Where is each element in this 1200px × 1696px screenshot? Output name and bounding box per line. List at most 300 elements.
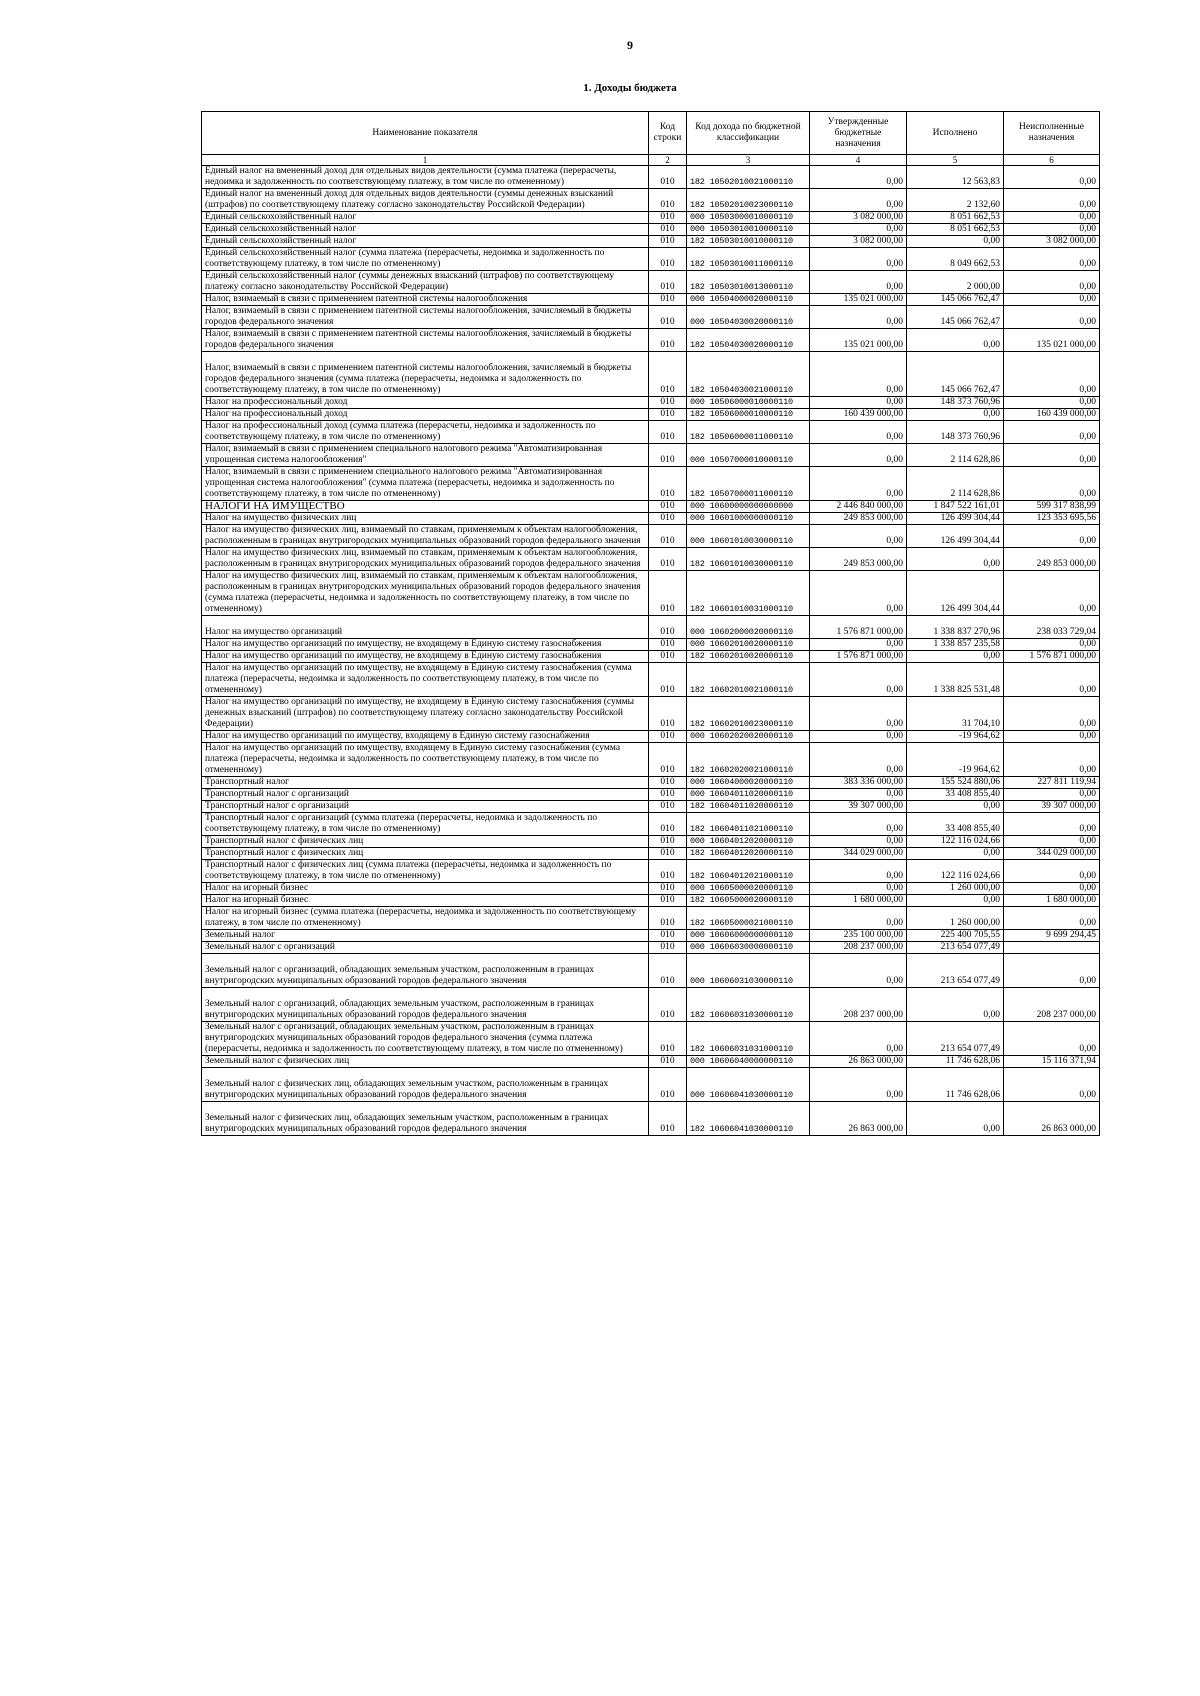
cell-kbk: 182 10503010011000110 xyxy=(687,248,810,271)
table-row xyxy=(202,352,1100,397)
cell-name: Налог на имущество физических лиц, взимаемый по ставкам, применяемым к объектам налогообложения, расположенным в границах внутригородских муниципальных образований городов федерального значения xyxy=(202,548,649,571)
table-row xyxy=(202,697,1100,731)
cell-executed: 12 563,83 xyxy=(907,166,1004,189)
cell-unexecuted: 208 237 000,00 xyxy=(1004,988,1100,1022)
table-row xyxy=(202,501,1100,513)
cell-kbk: 000 10602010020000110 xyxy=(687,639,810,651)
cell-approved: 0,00 xyxy=(810,444,907,467)
cell-code: 010 xyxy=(649,409,687,421)
cell-code: 010 xyxy=(649,1022,687,1056)
cell-kbk: 182 10605000020000110 xyxy=(687,895,810,907)
cell-name: Налог, взимаемый в связи с применением специального налогового режима "Автоматизированная упрощенная система налогообложения" xyxy=(202,444,649,467)
cell-code: 010 xyxy=(649,548,687,571)
cell-kbk: 000 10504030020000110 xyxy=(687,306,810,329)
cell-approved: 0,00 xyxy=(810,663,907,697)
cell-executed: 2 132,60 xyxy=(907,189,1004,212)
cell-executed: 11 746 628,06 xyxy=(907,1056,1004,1068)
table-row xyxy=(202,860,1100,883)
cell-unexecuted xyxy=(1004,942,1100,954)
cell-kbk: 182 10506000011000110 xyxy=(687,421,810,444)
table-row xyxy=(202,1022,1100,1056)
cell-name: Транспортный налог с физических лиц (сумма платежа (перерасчеты, недоимка и задолженность по соответствующему платежу, в том числе по отмененному) xyxy=(202,860,649,883)
table-row xyxy=(202,639,1100,651)
cell-name: Налог, взимаемый в связи с применением патентной системы налогообложения, зачисляемый в бюджеты городов федерального значения (сумма платежа (перерасчеты, недоимка и задолженность по соответствующему платежу, в том числе по отмененному) xyxy=(202,352,649,397)
cell-name: Единый сельскохозяйственный налог (суммы денежных взысканий (штрафов) по соответствующему платежу согласно законодательству Российской Федерации) xyxy=(202,271,649,294)
cell-code: 010 xyxy=(649,813,687,836)
cell-name: Единый налог на вмененный доход для отдельных видов деятельности (суммы денежных взысканий (штрафов) по соответствующему платежу согласно законодательству Российской Федерации) xyxy=(202,189,649,212)
cell-executed: -19 964,62 xyxy=(907,743,1004,777)
cell-kbk: 000 10602020020000110 xyxy=(687,731,810,743)
cell-code: 010 xyxy=(649,801,687,813)
cell-unexecuted: 0,00 xyxy=(1004,743,1100,777)
cell-name: Единый сельскохозяйственный налог xyxy=(202,236,649,248)
table-row xyxy=(202,571,1100,616)
cell-unexecuted: 0,00 xyxy=(1004,907,1100,930)
cell-approved: 1 576 871 000,00 xyxy=(810,616,907,639)
cell-approved: 0,00 xyxy=(810,306,907,329)
cell-executed: 8 051 662,53 xyxy=(907,224,1004,236)
cell-kbk: 000 10604000020000110 xyxy=(687,777,810,789)
table-row xyxy=(202,329,1100,352)
table-row xyxy=(202,189,1100,212)
cell-unexecuted: 0,00 xyxy=(1004,294,1100,306)
cell-approved: 0,00 xyxy=(810,271,907,294)
cell-approved: 26 863 000,00 xyxy=(810,1056,907,1068)
cell-name: Налог, взимаемый в связи с применением патентной системы налогообложения, зачисляемый в бюджеты городов федерального значения xyxy=(202,329,649,352)
cell-executed: 148 373 760,96 xyxy=(907,397,1004,409)
table-body xyxy=(202,166,1100,1136)
cell-name: Налог на профессиональный доход xyxy=(202,397,649,409)
cell-name: Транспортный налог с организаций xyxy=(202,789,649,801)
cell-code: 010 xyxy=(649,306,687,329)
cell-executed: 122 116 024,66 xyxy=(907,860,1004,883)
cell-unexecuted: 0,00 xyxy=(1004,813,1100,836)
cell-name: Транспортный налог xyxy=(202,777,649,789)
cell-unexecuted: 0,00 xyxy=(1004,421,1100,444)
cell-kbk: 182 10504030021000110 xyxy=(687,352,810,397)
cell-code: 010 xyxy=(649,930,687,942)
cell-kbk: 000 10606000000000110 xyxy=(687,930,810,942)
cell-approved: 0,00 xyxy=(810,789,907,801)
cell-approved: 0,00 xyxy=(810,954,907,988)
cell-approved: 0,00 xyxy=(810,467,907,501)
col-number: 6 xyxy=(1004,155,1100,166)
cell-approved: 2 446 840 000,00 xyxy=(810,501,907,513)
cell-code: 010 xyxy=(649,883,687,895)
cell-kbk: 000 10507000010000110 xyxy=(687,444,810,467)
cell-approved: 249 853 000,00 xyxy=(810,548,907,571)
cell-code: 010 xyxy=(649,444,687,467)
cell-name: Земельный налог с физических лиц, обладающих земельным участком, расположенным в границах внутригородских муниципальных образований городов федерального значения xyxy=(202,1102,649,1136)
table-row xyxy=(202,836,1100,848)
cell-unexecuted: 238 033 729,04 xyxy=(1004,616,1100,639)
cell-kbk: 182 10503010013000110 xyxy=(687,271,810,294)
cell-approved: 135 021 000,00 xyxy=(810,294,907,306)
table-row xyxy=(202,651,1100,663)
cell-name: Налог на имущество организаций по имуществу, входящему в Единую систему газоснабжения xyxy=(202,731,649,743)
cell-kbk: 000 10600000000000000 xyxy=(687,501,810,513)
cell-name: Единый сельскохозяйственный налог (сумма платежа (перерасчеты, недоимка и задолженность по соответствующему платежу, в том числе по отмененному) xyxy=(202,248,649,271)
cell-name: Налог на имущество физических лиц, взимаемый по ставкам, применяемым к объектам налогообложения, расположенным в границах внутригородских муниципальных образований городов федерального значения (сумма платежа (перерасчеты, недоимка и задолженность по соответствующему платежу, в том числе по отмененному) xyxy=(202,571,649,616)
cell-name: Налог на имущество организаций по имуществу, не входящему в Единую систему газоснабжения xyxy=(202,651,649,663)
cell-kbk: 000 10604012020000110 xyxy=(687,836,810,848)
cell-executed: 1 847 522 161,01 xyxy=(907,501,1004,513)
table-row xyxy=(202,848,1100,860)
page-number: 9 xyxy=(627,38,633,52)
cell-name: Налог на имущество физических лиц xyxy=(202,513,649,525)
cell-code: 010 xyxy=(649,1102,687,1136)
cell-kbk: 000 10606030000000110 xyxy=(687,942,810,954)
table-row xyxy=(202,306,1100,329)
cell-code: 010 xyxy=(649,397,687,409)
cell-name: Налог на имущество организаций по имуществу, не входящему в Единую систему газоснабжения (сумма платежа (перерасчеты, недоимка и задолженность по соответствующему платежу, в том числе по отмененному) xyxy=(202,663,649,697)
cell-executed: 0,00 xyxy=(907,848,1004,860)
cell-approved: 0,00 xyxy=(810,697,907,731)
table-row xyxy=(202,883,1100,895)
col-number: 5 xyxy=(907,155,1004,166)
cell-executed: 0,00 xyxy=(907,1102,1004,1136)
cell-unexecuted: 0,00 xyxy=(1004,697,1100,731)
cell-name: Транспортный налог с организаций (сумма платежа (перерасчеты, недоимка и задолженность по соответствующему платежу, в том числе по отмененному) xyxy=(202,813,649,836)
cell-unexecuted: 227 811 119,94 xyxy=(1004,777,1100,789)
cell-code: 010 xyxy=(649,294,687,306)
cell-approved: 135 021 000,00 xyxy=(810,329,907,352)
cell-approved: 0,00 xyxy=(810,189,907,212)
cell-code: 010 xyxy=(649,942,687,954)
cell-code: 010 xyxy=(649,663,687,697)
cell-unexecuted: 3 082 000,00 xyxy=(1004,236,1100,248)
cell-name: Единый сельскохозяйственный налог xyxy=(202,212,649,224)
table-row xyxy=(202,409,1100,421)
cell-code: 010 xyxy=(649,743,687,777)
cell-executed: 1 338 837 270,96 xyxy=(907,616,1004,639)
cell-code: 010 xyxy=(649,501,687,513)
cell-executed: 122 116 024,66 xyxy=(907,836,1004,848)
cell-kbk: 182 10502010023000110 xyxy=(687,189,810,212)
cell-code: 010 xyxy=(649,777,687,789)
cell-kbk: 182 10606031031000110 xyxy=(687,1022,810,1056)
cell-code: 010 xyxy=(649,697,687,731)
cell-kbk: 000 10606040000000110 xyxy=(687,1056,810,1068)
table-row xyxy=(202,236,1100,248)
table-row xyxy=(202,813,1100,836)
cell-name: Транспортный налог с организаций xyxy=(202,801,649,813)
cell-unexecuted: 0,00 xyxy=(1004,166,1100,189)
cell-executed: 1 338 825 531,48 xyxy=(907,663,1004,697)
cell-code: 010 xyxy=(649,639,687,651)
cell-approved: 383 336 000,00 xyxy=(810,777,907,789)
cell-unexecuted: 0,00 xyxy=(1004,248,1100,271)
column-number-row xyxy=(202,155,1100,166)
cell-code: 010 xyxy=(649,1068,687,1102)
cell-unexecuted: 0,00 xyxy=(1004,444,1100,467)
cell-kbk: 182 10606031030000110 xyxy=(687,988,810,1022)
cell-unexecuted: 1 576 871 000,00 xyxy=(1004,651,1100,663)
table-row xyxy=(202,1056,1100,1068)
cell-kbk: 182 10602010021000110 xyxy=(687,663,810,697)
cell-unexecuted: 0,00 xyxy=(1004,467,1100,501)
cell-name: Налог на имущество организаций по имуществу, не входящему в Единую систему газоснабжения (суммы денежных взысканий (штрафов) по соответствующему платежу согласно законодательству Российской Федерации) xyxy=(202,697,649,731)
table-row xyxy=(202,907,1100,930)
cell-approved: 0,00 xyxy=(810,166,907,189)
cell-approved: 0,00 xyxy=(810,836,907,848)
cell-executed: 213 654 077,49 xyxy=(907,942,1004,954)
cell-approved: 0,00 xyxy=(810,813,907,836)
cell-name: Единый налог на вмененный доход для отдельных видов деятельности (сумма платежа (перерасчеты, недоимка и задолженность по соответствующему платежу, в том числе по отмененному) xyxy=(202,166,649,189)
cell-kbk: 000 10606041030000110 xyxy=(687,1068,810,1102)
cell-name: Транспортный налог с физических лиц xyxy=(202,836,649,848)
cell-unexecuted: 9 699 294,45 xyxy=(1004,930,1100,942)
cell-approved: 1 680 000,00 xyxy=(810,895,907,907)
cell-executed: 33 408 855,40 xyxy=(907,789,1004,801)
cell-approved: 208 237 000,00 xyxy=(810,988,907,1022)
cell-code: 010 xyxy=(649,271,687,294)
col-header-executed: Исполнено xyxy=(907,112,1004,155)
table-row xyxy=(202,942,1100,954)
table-row xyxy=(202,166,1100,189)
cell-executed: 126 499 304,44 xyxy=(907,513,1004,525)
cell-name: Транспортный налог с физических лиц xyxy=(202,848,649,860)
cell-name: Налог на игорный бизнес xyxy=(202,883,649,895)
cell-executed: -19 964,62 xyxy=(907,731,1004,743)
cell-executed: 0,00 xyxy=(907,409,1004,421)
cell-code: 010 xyxy=(649,907,687,930)
table-row xyxy=(202,954,1100,988)
table-row xyxy=(202,616,1100,639)
cell-unexecuted: 135 021 000,00 xyxy=(1004,329,1100,352)
col-header-kbk: Код дохода по бюджетной классификации xyxy=(687,112,810,155)
cell-approved: 0,00 xyxy=(810,639,907,651)
cell-code: 010 xyxy=(649,513,687,525)
cell-approved: 208 237 000,00 xyxy=(810,942,907,954)
cell-kbk: 000 10601010030000110 xyxy=(687,525,810,548)
cell-name: Налог на имущество организаций xyxy=(202,616,649,639)
cell-kbk: 182 10601010031000110 xyxy=(687,571,810,616)
cell-unexecuted: 15 116 371,94 xyxy=(1004,1056,1100,1068)
cell-name: Налог на профессиональный доход xyxy=(202,409,649,421)
cell-name: Налог на игорный бизнес (сумма платежа (перерасчеты, недоимка и задолженность по соответствующему платежу, в том числе по отмененному) xyxy=(202,907,649,930)
income-table xyxy=(201,111,1100,1136)
col-header-approved: Утвержденные бюджетные назначения xyxy=(810,112,907,155)
cell-code: 010 xyxy=(649,836,687,848)
cell-kbk: 000 10601000000000110 xyxy=(687,513,810,525)
cell-approved: 0,00 xyxy=(810,224,907,236)
cell-executed: 213 654 077,49 xyxy=(907,954,1004,988)
cell-executed: 126 499 304,44 xyxy=(907,571,1004,616)
cell-executed: 2 114 628,86 xyxy=(907,444,1004,467)
col-number: 4 xyxy=(810,155,907,166)
cell-kbk: 182 10604012021000110 xyxy=(687,860,810,883)
cell-approved: 0,00 xyxy=(810,421,907,444)
cell-kbk: 182 10503010010000110 xyxy=(687,236,810,248)
cell-approved: 0,00 xyxy=(810,907,907,930)
cell-kbk: 000 10504000020000110 xyxy=(687,294,810,306)
cell-executed: 11 746 628,06 xyxy=(907,1068,1004,1102)
cell-code: 010 xyxy=(649,236,687,248)
cell-unexecuted: 0,00 xyxy=(1004,571,1100,616)
cell-unexecuted: 0,00 xyxy=(1004,1068,1100,1102)
cell-kbk: 000 10503000010000110 xyxy=(687,212,810,224)
cell-name: Земельный налог xyxy=(202,930,649,942)
cell-code: 010 xyxy=(649,860,687,883)
cell-code: 010 xyxy=(649,651,687,663)
table-row xyxy=(202,743,1100,777)
cell-code: 010 xyxy=(649,189,687,212)
cell-code: 010 xyxy=(649,352,687,397)
cell-code: 010 xyxy=(649,212,687,224)
cell-approved: 0,00 xyxy=(810,883,907,895)
cell-unexecuted: 0,00 xyxy=(1004,397,1100,409)
cell-approved: 39 307 000,00 xyxy=(810,801,907,813)
cell-executed: 0,00 xyxy=(907,236,1004,248)
cell-unexecuted: 0,00 xyxy=(1004,663,1100,697)
cell-name: Земельный налог с физических лиц xyxy=(202,1056,649,1068)
cell-executed: 0,00 xyxy=(907,651,1004,663)
cell-code: 010 xyxy=(649,571,687,616)
col-header-name: Наименование показателя xyxy=(202,112,649,155)
cell-executed: 0,00 xyxy=(907,895,1004,907)
cell-unexecuted: 249 853 000,00 xyxy=(1004,548,1100,571)
cell-code: 010 xyxy=(649,731,687,743)
table-row xyxy=(202,248,1100,271)
table-row xyxy=(202,777,1100,789)
header-row xyxy=(202,112,1100,155)
cell-executed: 155 524 880,06 xyxy=(907,777,1004,789)
table-row xyxy=(202,801,1100,813)
cell-approved: 1 576 871 000,00 xyxy=(810,651,907,663)
cell-name: Земельный налог с организаций xyxy=(202,942,649,954)
cell-unexecuted: 0,00 xyxy=(1004,189,1100,212)
cell-unexecuted: 0,00 xyxy=(1004,789,1100,801)
cell-approved: 235 100 000,00 xyxy=(810,930,907,942)
cell-kbk: 182 10601010030000110 xyxy=(687,548,810,571)
cell-unexecuted: 0,00 xyxy=(1004,860,1100,883)
table-row xyxy=(202,397,1100,409)
cell-name: Налог, взимаемый в связи с применением патентной системы налогообложения xyxy=(202,294,649,306)
cell-name: Налог, взимаемый в связи с применением специального налогового режима "Автоматизированная упрощенная система налогообложения" (сумма платежа (перерасчеты, недоимка и задолженность по соответствующему платежу, в том числе по отмененному) xyxy=(202,467,649,501)
cell-code: 010 xyxy=(649,224,687,236)
cell-name: Налог, взимаемый в связи с применением патентной системы налогообложения, зачисляемый в бюджеты городов федерального значения xyxy=(202,306,649,329)
cell-executed: 1 260 000,00 xyxy=(907,907,1004,930)
cell-kbk: 000 10604011020000110 xyxy=(687,789,810,801)
cell-code: 010 xyxy=(649,616,687,639)
cell-approved: 3 082 000,00 xyxy=(810,236,907,248)
cell-executed: 145 066 762,47 xyxy=(907,294,1004,306)
cell-executed: 0,00 xyxy=(907,801,1004,813)
cell-code: 010 xyxy=(649,166,687,189)
cell-kbk: 182 10602010020000110 xyxy=(687,651,810,663)
table-row xyxy=(202,421,1100,444)
table-row xyxy=(202,895,1100,907)
cell-name: Налог на имущество организаций по имуществу, не входящему в Единую систему газоснабжения xyxy=(202,639,649,651)
cell-unexecuted: 123 353 695,56 xyxy=(1004,513,1100,525)
cell-approved: 26 863 000,00 xyxy=(810,1102,907,1136)
cell-kbk: 000 10506000010000110 xyxy=(687,397,810,409)
cell-unexecuted: 0,00 xyxy=(1004,731,1100,743)
cell-approved: 0,00 xyxy=(810,731,907,743)
cell-unexecuted: 26 863 000,00 xyxy=(1004,1102,1100,1136)
table-row xyxy=(202,467,1100,501)
cell-approved: 0,00 xyxy=(810,525,907,548)
table-row xyxy=(202,271,1100,294)
cell-executed: 8 049 662,53 xyxy=(907,248,1004,271)
table-row xyxy=(202,224,1100,236)
cell-executed: 2 000,00 xyxy=(907,271,1004,294)
cell-unexecuted: 0,00 xyxy=(1004,212,1100,224)
cell-executed: 2 114 628,86 xyxy=(907,467,1004,501)
cell-kbk: 000 10602000020000110 xyxy=(687,616,810,639)
table-row xyxy=(202,731,1100,743)
table-row xyxy=(202,789,1100,801)
cell-name: Налог на профессиональный доход (сумма платежа (перерасчеты, недоимка и задолженность по соответствующему платежу, в том числе по отмененному) xyxy=(202,421,649,444)
table-row xyxy=(202,1102,1100,1136)
table-row xyxy=(202,930,1100,942)
cell-unexecuted: 0,00 xyxy=(1004,525,1100,548)
cell-executed: 225 400 705,55 xyxy=(907,930,1004,942)
cell-executed: 1 338 857 235,58 xyxy=(907,639,1004,651)
cell-approved: 0,00 xyxy=(810,352,907,397)
cell-code: 010 xyxy=(649,525,687,548)
cell-code: 010 xyxy=(649,954,687,988)
cell-code: 010 xyxy=(649,789,687,801)
table-row xyxy=(202,294,1100,306)
cell-kbk: 182 10506000010000110 xyxy=(687,409,810,421)
cell-approved: 0,00 xyxy=(810,248,907,271)
cell-code: 010 xyxy=(649,248,687,271)
cell-unexecuted: 0,00 xyxy=(1004,954,1100,988)
cell-code: 010 xyxy=(649,467,687,501)
cell-approved: 0,00 xyxy=(810,1022,907,1056)
cell-approved: 249 853 000,00 xyxy=(810,513,907,525)
cell-approved: 160 439 000,00 xyxy=(810,409,907,421)
cell-kbk: 182 10605000021000110 xyxy=(687,907,810,930)
cell-code: 010 xyxy=(649,988,687,1022)
col-number: 2 xyxy=(649,155,687,166)
cell-executed: 0,00 xyxy=(907,329,1004,352)
cell-unexecuted: 0,00 xyxy=(1004,883,1100,895)
table-row xyxy=(202,444,1100,467)
cell-kbk: 182 10602010023000110 xyxy=(687,697,810,731)
cell-approved: 344 029 000,00 xyxy=(810,848,907,860)
col-header-code: Код строки xyxy=(649,112,687,155)
cell-kbk: 182 10606041030000110 xyxy=(687,1102,810,1136)
table-row xyxy=(202,525,1100,548)
cell-kbk: 000 10606031030000110 xyxy=(687,954,810,988)
cell-name: Земельный налог с организаций, обладающих земельным участком, расположенным в границах внутригородских муниципальных образований городов федерального значения (сумма платежа (перерасчеты, недоимка и задолженность по соответствующему платежу, в том числе по отмененному) xyxy=(202,1022,649,1056)
table-row xyxy=(202,212,1100,224)
cell-kbk: 000 10605000020000110 xyxy=(687,883,810,895)
cell-executed: 0,00 xyxy=(907,548,1004,571)
cell-unexecuted: 160 439 000,00 xyxy=(1004,409,1100,421)
table-row xyxy=(202,988,1100,1022)
cell-kbk: 182 10604012020000110 xyxy=(687,848,810,860)
cell-approved: 3 082 000,00 xyxy=(810,212,907,224)
cell-kbk: 182 10602020021000110 xyxy=(687,743,810,777)
cell-executed: 213 654 077,49 xyxy=(907,1022,1004,1056)
cell-name: Земельный налог с организаций, обладающих земельным участком, расположенным в границах внутригородских муниципальных образований городов федерального значения xyxy=(202,954,649,988)
cell-executed: 148 373 760,96 xyxy=(907,421,1004,444)
table-row xyxy=(202,663,1100,697)
cell-approved: 0,00 xyxy=(810,1068,907,1102)
col-header-unexecuted: Неисполненные назначения xyxy=(1004,112,1100,155)
table-row xyxy=(202,548,1100,571)
cell-code: 010 xyxy=(649,895,687,907)
cell-name: Налог на игорный бизнес xyxy=(202,895,649,907)
cell-executed: 145 066 762,47 xyxy=(907,352,1004,397)
cell-unexecuted: 1 680 000,00 xyxy=(1004,895,1100,907)
table-row xyxy=(202,513,1100,525)
cell-executed: 8 051 662,53 xyxy=(907,212,1004,224)
